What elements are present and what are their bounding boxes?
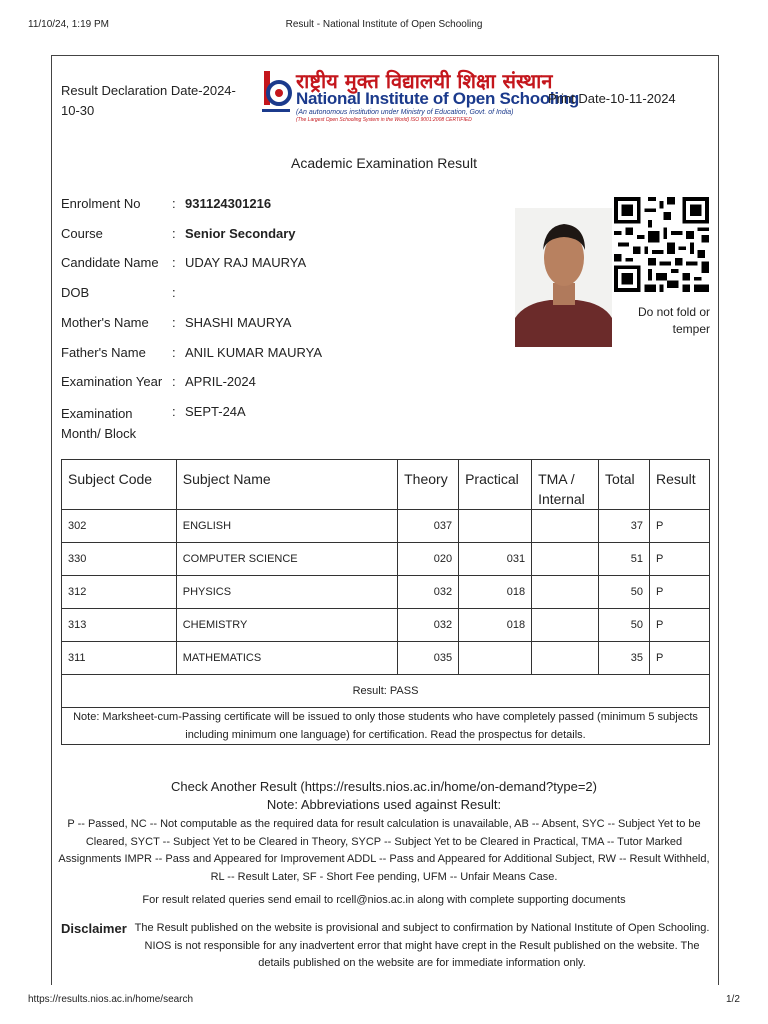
exam-year-label: Examination Year [61,374,163,389]
check-another-link[interactable]: Check Another Result [171,779,297,794]
logo-subtitle-2: (The Largest Open Schooling System in the World) ISO 9001:2008 CERTIFIED [296,117,472,123]
result-cell: P [649,609,709,642]
table-header-row [62,460,710,510]
overall-result: Result: PASS [62,675,710,708]
result-cell: P [649,642,709,675]
mother-name-label: Mother's Name [61,315,149,330]
result-title: Academic Examination Result [291,155,477,171]
tma-cell [532,543,599,576]
header-result: Result [649,460,709,510]
colon: : [172,285,176,300]
check-another-url[interactable]: (https://results.nios.ac.in/home/on-demand?type=2) [300,779,597,794]
candidate-name-value: UDAY RAJ MAURYA [185,255,307,270]
page-url: https://results.nios.ac.in/home/search [28,994,194,1005]
practical-cell [459,642,532,675]
course-value: Senior Secondary [185,226,296,241]
total-cell: 50 [599,576,650,609]
theory-cell: 032 [398,576,459,609]
page-title: Result - National Institute of Open Schooling [285,19,483,30]
disclaimer-label: Disclaimer [61,921,127,936]
certificate-note: Note: Marksheet-cum-Passing certificate will be issued to only those students who have completely passed (minimum 5 subjects including minimum one language) for certification. Read the prospectus for details. [62,708,710,745]
total-cell: 35 [599,642,650,675]
candidate-photo [515,208,612,347]
table-row [62,642,710,675]
subject-code-cell: 313 [62,609,177,642]
exam-month-value: SEPT-24A [185,404,246,419]
theory-cell: 037 [398,510,459,543]
exam-month-label: Examination Month/ Block [61,406,137,441]
abbreviations-text: P -- Passed, NC -- Not computable as the required data for result calculation is unavailable, AB -- Absent, SYC -- Subject Yet to be Cleared, SYCT -- Subject Yet to be Cleared in Theory, SYCP -- Subject Yet to be Cleared in Practical, TMA -- Tutor Marked Assignments IMPR -- Pass and Appeared for Improvement ADDL -- Pass and Appeared for Additional Subject, RW -- Result Withheld, RL -- Result Later, SF - Short Fee pending, UFM -- Unfair Means Case. [58,818,710,883]
subject-name-cell: COMPUTER SCIENCE [176,543,397,576]
nios-emblem-icon [260,71,292,119]
queries-text: For result related queries send email to rcell@nios.ac.in along with complete supporting documents [142,894,626,906]
theory-cell: 032 [398,609,459,642]
colon: : [172,255,176,270]
father-name-label: Father's Name [61,345,146,360]
theory-cell: 020 [398,543,459,576]
declaration-date: Result Declaration Date-2024-10-30 [61,83,236,118]
candidate-name-label: Candidate Name [61,255,159,270]
table-row [62,510,710,543]
subject-code-cell: 330 [62,543,177,576]
colon: : [172,315,176,330]
dob-label: DOB [61,285,90,300]
tma-cell [532,510,599,543]
colon: : [172,404,176,419]
result-cell: P [649,543,709,576]
table-row [62,576,710,609]
theory-cell: 035 [398,642,459,675]
colon: : [172,226,176,241]
subject-name-cell: CHEMISTRY [176,609,397,642]
tma-cell [532,576,599,609]
abbreviations-heading: Note: Abbreviations used against Result: [266,797,502,812]
header-tma-internal: TMA / Internal [532,460,599,510]
logo-english-text: National Institute of Open Schooling [296,89,579,108]
course-label: Course [61,226,103,241]
table-row [62,609,710,642]
subject-name-cell: PHYSICS [176,576,397,609]
certificate-note-row [62,708,710,745]
subject-code-cell: 302 [62,510,177,543]
exam-year-value: APRIL-2024 [185,374,256,389]
check-another-result [0,779,768,794]
colon: : [172,196,176,211]
do-not-fold-notice: Do not fold or temper [637,305,710,336]
nios-logo [258,67,579,127]
logo-subtitle: (An autonomous institution under Ministry of Education, Govt. of India) [296,109,514,116]
mother-name-value: SHASHI MAURYA [185,315,292,330]
enrolment-label: Enrolment No [61,196,141,211]
father-name-value: ANIL KUMAR MAURYA [185,345,323,360]
qr-code-icon [614,197,709,292]
logo-hindi-text: राष्ट्रीय मुक्त विद्यालयी शिक्षा संस्थान [296,69,553,93]
subject-name-cell: ENGLISH [176,510,397,543]
overall-result-row [62,675,710,708]
result-cell: P [649,576,709,609]
header-subject-code: Subject Code [62,460,177,510]
candidate-photo-icon [515,208,612,347]
header-subject-name: Subject Name [176,460,397,510]
total-cell: 37 [599,510,650,543]
header-practical: Practical [459,460,532,510]
subject-code-cell: 312 [62,576,177,609]
subject-code-cell: 311 [62,642,177,675]
print-date: Print Date-10-11-2024 [548,91,676,106]
colon: : [172,345,176,360]
marks-table [61,459,710,745]
print-timestamp: 11/10/24, 1:19 PM [28,19,109,30]
header-total: Total [599,460,650,510]
practical-cell: 018 [459,609,532,642]
header-theory: Theory [398,460,459,510]
enrolment-value: 931124301216 [185,196,272,211]
practical-cell [459,510,532,543]
result-cell: P [649,510,709,543]
subject-name-cell: MATHEMATICS [176,642,397,675]
tma-cell [532,642,599,675]
practical-cell: 031 [459,543,532,576]
disclaimer-text: The Result published on the website is provisional and subject to confirmation by National Institute of Open Schooling. NIOS is not responsible for any inadvertent error that might have crept in the Result published on the website. The details published on the website are for immediate information only. [134,922,710,969]
page-count: 1/2 [726,994,740,1005]
tma-cell [532,609,599,642]
total-cell: 50 [599,609,650,642]
total-cell: 51 [599,543,650,576]
table-row [62,543,710,576]
colon: : [172,374,176,389]
practical-cell: 018 [459,576,532,609]
